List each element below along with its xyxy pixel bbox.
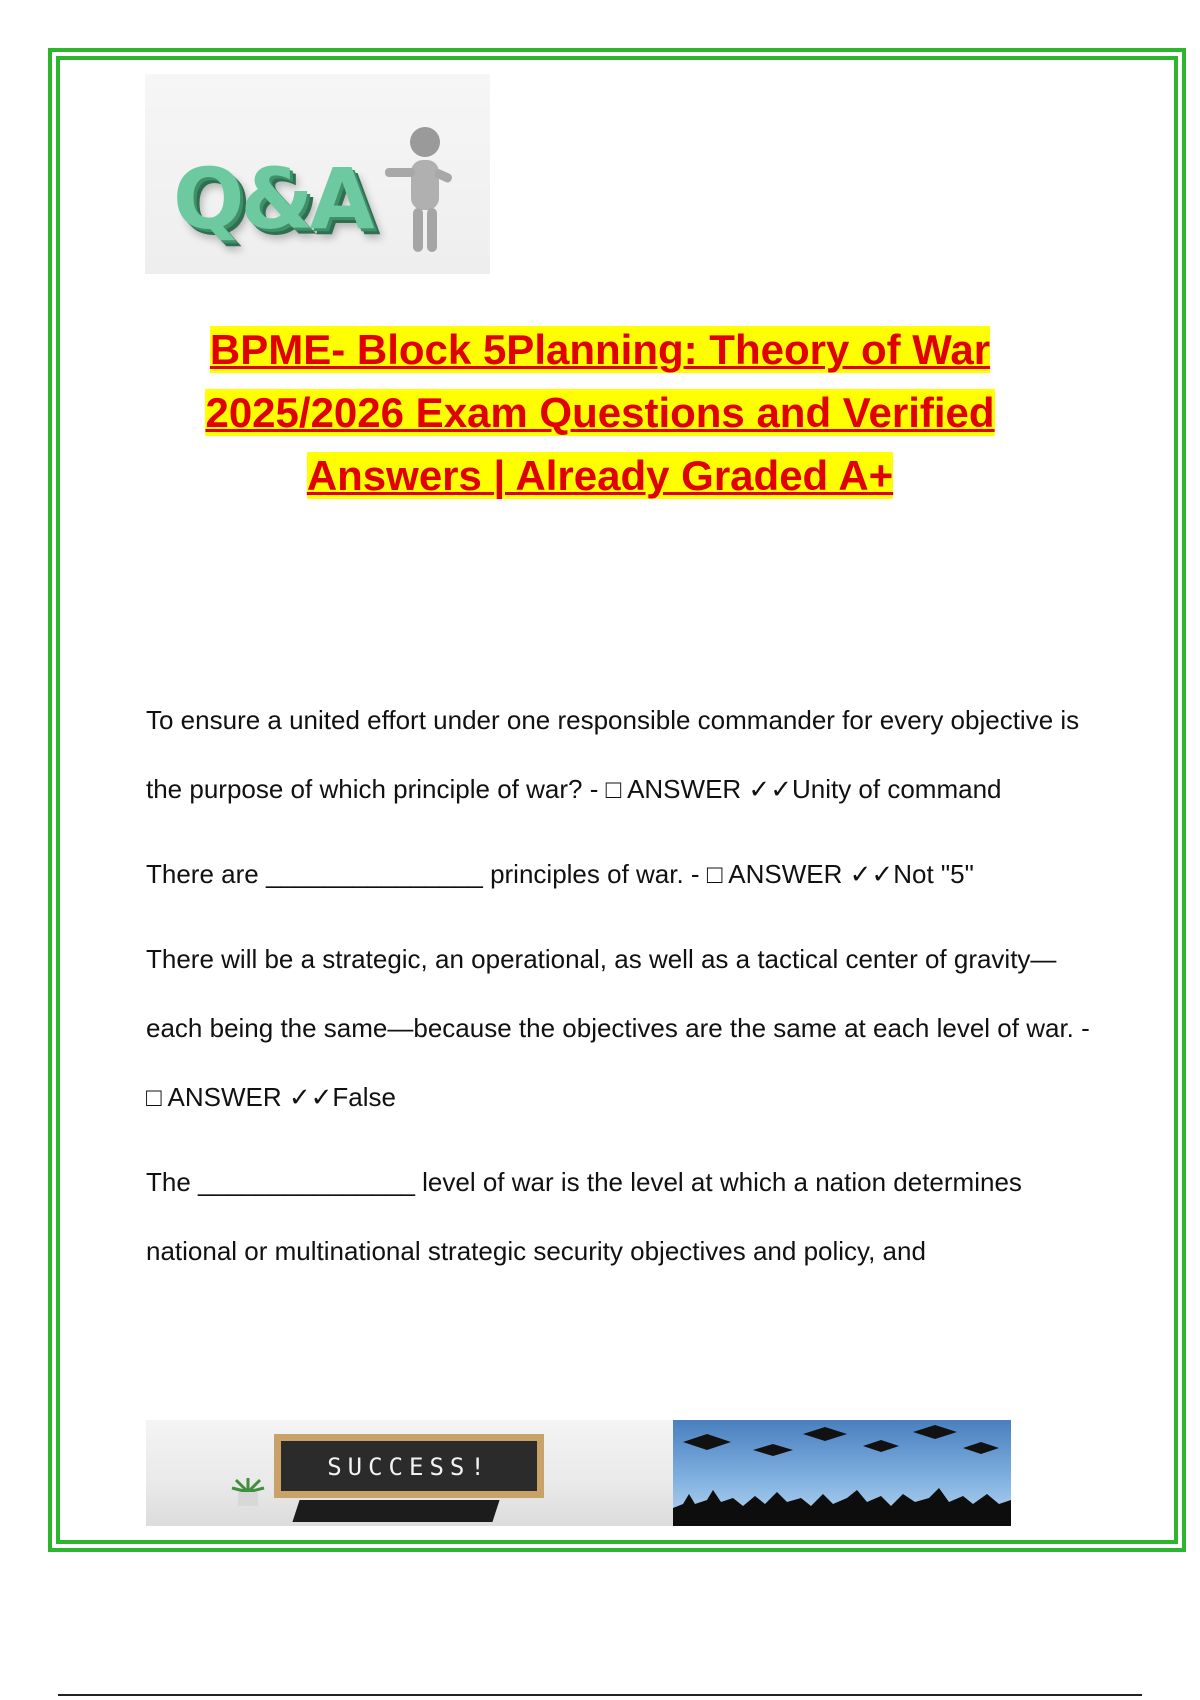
footer-rule (58, 1694, 1142, 1696)
qa-item: To ensure a united effort under one responsible commander for every objective is the purpose of which principle of war? - □ ANSWER ✓✓Unity of command (146, 705, 1080, 804)
qa-item: There are _______________ principles of war. - □ ANSWER ✓✓Not "5" (146, 859, 974, 889)
success-chalkboard-image (146, 1420, 673, 1526)
qa-logo-text: Q&A (173, 150, 371, 248)
qa-logo-image (145, 74, 490, 274)
footer-banner-image (146, 1420, 1011, 1526)
qa-item: There will be a strategic, an operational, as well as a tactical center of gravity—each being the same—because the objectives are the same at each level of war. - □ ANSWER ✓✓False (146, 944, 1090, 1112)
chalkboard-text: SUCCESS! (327, 1453, 491, 1481)
title-line-3: Answers | Already Graded A+ (306, 452, 894, 499)
title-line-2: 2025/2026 Exam Questions and Verified (205, 389, 995, 436)
plant-icon (228, 1478, 268, 1506)
qa-item: The _______________ level of war is the level at which a nation determines national or multinational strategic security objectives and policy, and (146, 1167, 1022, 1266)
crowd-silhouette (673, 1486, 1011, 1526)
graduation-cap-icons (673, 1420, 1011, 1480)
graduation-caps-image (673, 1420, 1011, 1526)
chalkboard (274, 1434, 544, 1498)
document-title (130, 318, 1070, 507)
title-line-1: BPME- Block 5Planning: Theory of War (209, 326, 991, 373)
laptop-image (292, 1500, 499, 1522)
person-figure-icon (383, 124, 463, 254)
question-answer-list (146, 686, 1096, 1302)
